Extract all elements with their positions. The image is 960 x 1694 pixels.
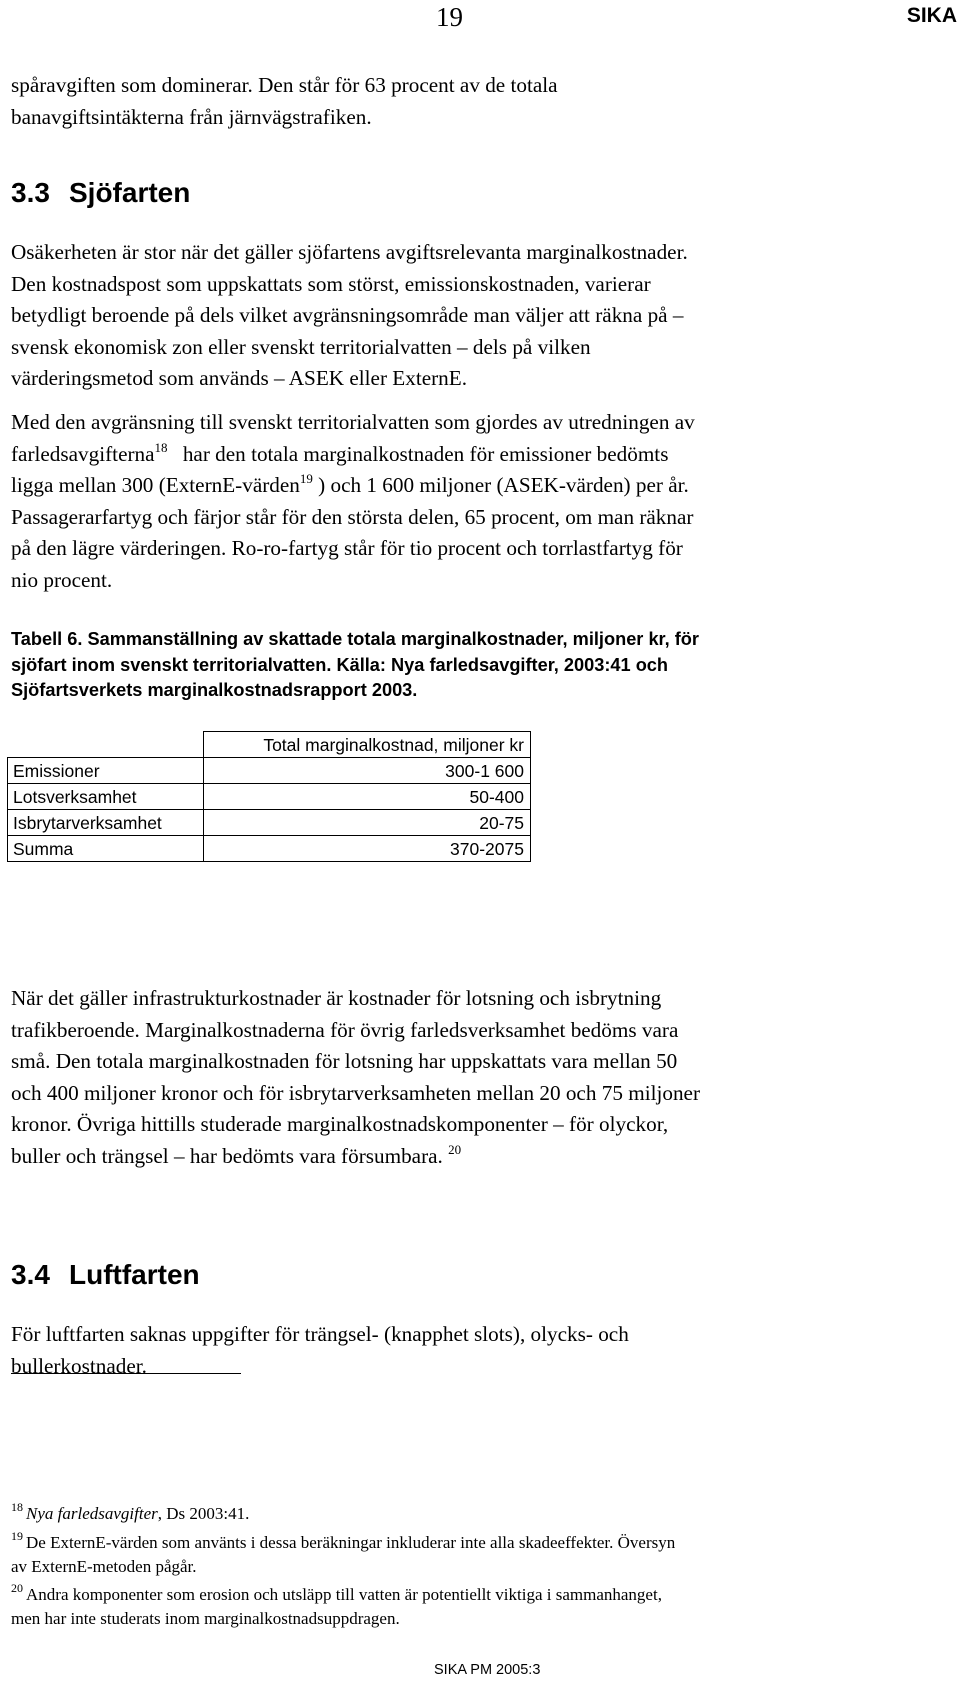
footnote-number: 19 [11, 1529, 23, 1543]
table-header-cell: Total marginalkostnad, miljoner kr [204, 732, 531, 758]
section-number: 3.3 [11, 177, 50, 208]
section-title: Luftfarten [69, 1259, 200, 1290]
intro-line-2: banavgiftsintäkterna från järnvägstrafiken. [11, 104, 372, 129]
page-footer: SIKA PM 2005:3 [434, 1662, 541, 1678]
text-line: Med den avgränsning till svenskt territorialvatten som gjordes av utredningen av [11, 410, 695, 434]
sjofart-paragraph-1 [11, 237, 911, 395]
sjofart-paragraph-2 [11, 407, 911, 597]
table-row [8, 836, 531, 862]
footnote-text: men har inte studerats inom marginalkostnadsuppdragen. [11, 1609, 400, 1628]
text-line: Den kostnadspost som uppskattats som störst, emissionskostnaden, varierar [11, 271, 651, 296]
row-value: 20-75 [204, 810, 531, 836]
footnote-ref-19[interactable]: 19 [299, 471, 313, 487]
text-line: Passagerarfartyg och färjor står för den största delen, 65 procent, om man räknar [11, 504, 694, 529]
footnote-number: 20 [11, 1581, 23, 1595]
text-line: och 400 miljoner kronor och för isbrytarverksamheten mellan 20 och 75 miljoner [11, 1080, 700, 1105]
table-caption [11, 627, 941, 704]
text-line: För luftfarten saknas uppgifter för trängsel- (knapphet slots), olycks- och [11, 1322, 629, 1346]
section-heading-3-4 [11, 1258, 200, 1292]
footnote-18 [11, 1502, 941, 1526]
row-value: 50-400 [204, 784, 531, 810]
text-line: trafikberoende. Marginalkostnaderna för övrig farledsverksamhet bedöms vara [11, 1017, 679, 1042]
footnote-text: Andra komponenter som erosion och utsläpp till vatten är potentiellt viktiga i sammanhanget, [26, 1585, 662, 1604]
caption-line: Sjöfartsverkets marginalkostnadsrapport 2003. [11, 680, 418, 700]
intro-line-1: spåravgiften som dominerar. Den står för 63 procent av de totala [11, 73, 558, 97]
text-line: värderingsmetod som används – ASEK eller ExternE. [11, 366, 468, 391]
infrastructure-paragraph [11, 983, 911, 1173]
header-brand: SIKA [906, 4, 957, 27]
page-number: 19 [436, 2, 463, 32]
row-value: 300-1 600 [204, 758, 531, 784]
text-line: farledsavgifterna [11, 441, 155, 466]
text-line: svensk ekonomisk zon eller svenskt territorialvatten – dels på vilken [11, 334, 591, 359]
footnote-19 [11, 1531, 941, 1579]
footnote-ref-20[interactable]: 20 [448, 1141, 462, 1157]
text-line: ligga mellan 300 (ExternE-värden [11, 473, 300, 498]
caption-line: Tabell 6. Sammanställning av skattade totala marginalkostnader, miljoner kr, för [11, 629, 699, 649]
footnote-text: , Ds 2003:41. [157, 1504, 250, 1523]
table-row [8, 810, 531, 836]
caption-line: sjöfart inom svenskt territorialvatten. Källa: Nya farledsavgifter, 2003:41 och [11, 654, 669, 675]
table-header-blank [8, 732, 204, 758]
table-header-row [8, 732, 531, 758]
section-title: Sjöfarten [69, 177, 191, 208]
footnote-20 [11, 1583, 941, 1631]
row-label: Emissioner [8, 758, 204, 784]
text-line: När det gäller infrastrukturkostnader är kostnader för lotsning och isbrytning [11, 986, 662, 1010]
section-number: 3.4 [11, 1259, 50, 1290]
intro-paragraph [11, 70, 911, 133]
text-line: Osäkerheten är stor när det gäller sjöfartens avgiftsrelevanta marginalkostnader. [11, 240, 688, 264]
marginal-cost-table [7, 731, 531, 862]
footnote-italic: Nya farledsavgifter [26, 1504, 158, 1523]
row-label: Lotsverksamhet [8, 784, 204, 810]
text-line: har den totala marginalkostnaden för emissioner bedömts [182, 441, 669, 466]
row-value: 370-2075 [204, 836, 531, 862]
text-line: små. Den totala marginalkostnaden för lotsning har uppskattats vara mellan 50 [11, 1049, 678, 1074]
text-line: nio procent. [11, 567, 113, 592]
footnote-text: av ExternE-metoden pågår. [11, 1557, 197, 1576]
table-row [8, 758, 531, 784]
table-row [8, 784, 531, 810]
text-line: kronor. Övriga hittills studerade marginalkostnadskomponenter – för olyckor, [11, 1112, 669, 1137]
footnote-text: De ExternE-värden som använts i dessa beräkningar inkluderar inte alla skadeeffekter. Översyn [26, 1533, 676, 1552]
footnote-separator [11, 1373, 241, 1374]
text-line: buller och trängsel – har bedömts vara försumbara. [11, 1143, 443, 1168]
footnote-number: 18 [11, 1500, 23, 1514]
footnote-ref-18[interactable]: 18 [154, 439, 168, 455]
row-label: Summa [8, 836, 204, 862]
section-heading-3-3 [11, 176, 190, 210]
text-line: på den lägre värderingen. Ro-ro-fartyg står för tio procent och torrlastfartyg för [11, 536, 683, 561]
row-label: Isbrytarverksamhet [8, 810, 204, 836]
text-line: bullerkostnader. [11, 1353, 147, 1378]
text-line: ) och 1 600 miljoner (ASEK-värden) per år. [318, 473, 689, 498]
text-line: betydligt beroende på dels vilket avgränsningsområde man väljer att räkna på – [11, 303, 684, 328]
